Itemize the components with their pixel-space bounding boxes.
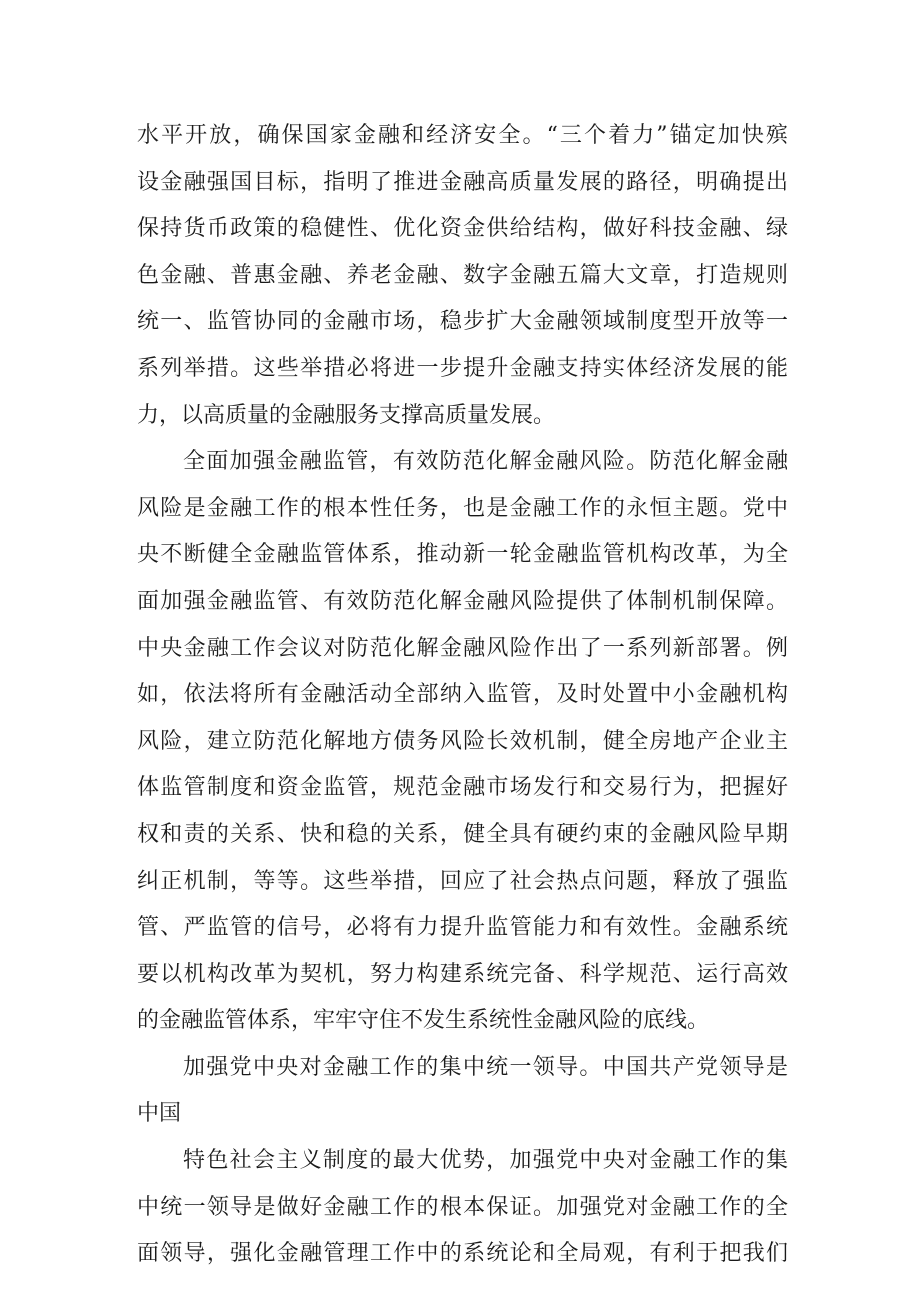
paragraph-line: 系列举措。这些举措必将进一步提升金融支持实体经济发展的能	[137, 355, 788, 381]
paragraph-line: 色金融、普惠金融、养老金融、数字金融五篇大文章，打造规则	[137, 262, 788, 288]
paragraph-line: 面加强金融监管、有效防范化解金融风险提供了体制机制保障。	[137, 588, 788, 614]
paragraph-line: 全面加强金融监管，有效防范化解金融风险。防范化解金融	[183, 449, 788, 475]
paragraph-line: 中国	[137, 1101, 182, 1127]
paragraph-line: 如，依法将所有金融活动全部纳入监管，及时处置中小金融机构	[137, 682, 788, 708]
paragraph-line: 风险是金融工作的根本性任务，也是金融工作的永恒主题。党中	[137, 495, 788, 521]
paragraph-line: 特色社会主义制度的最大优势，加强党中央对金融工作的集	[183, 1148, 788, 1174]
paragraph-line: 央不断健全金融监管体系，推动新一轮金融监管机构改革，为全	[137, 542, 788, 568]
paragraph-line: 水平开放，确保国家金融和经济安全。“三个着力”锚定加快殡	[137, 123, 788, 148]
paragraph-line: 中统一领导是做好金融工作的根本保证。加强党对金融工作的全	[137, 1194, 788, 1220]
paragraph-line: 设金融强国目标，指明了推进金融高质量发展的路径，明确提出	[137, 169, 788, 195]
paragraph-line: 加强党中央对金融工作的集中统一领导。中国共产党领导是	[183, 1054, 788, 1080]
paragraph-line: 体监管制度和资金监管，规范金融市场发行和交易行为，把握好	[137, 775, 788, 801]
paragraph-line: 统一、监管协同的金融市场，稳步扩大金融领域制度型开放等一	[137, 309, 788, 335]
paragraph-line: 管、严监管的信号，必将有力提升监管能力和有效性。金融系统	[137, 915, 788, 941]
paragraph-line: 要以机构改革为契机，努力构建系统完备、科学规范、运行高效	[137, 961, 788, 987]
paragraph-line: 力，以高质量的金融服务支撑高质量发展。	[137, 402, 556, 428]
paragraph-line: 中央金融工作会议对防范化解金融风险作出了一系列新部署。例	[137, 635, 788, 661]
paragraph-line: 的金融监管体系，牢牢守住不发生系统性金融风险的底线。	[137, 1008, 710, 1034]
paragraph-line: 权和责的关系、快和稳的关系，健全具有硬约束的金融风险早期	[137, 821, 788, 847]
document-body	[137, 113, 788, 1278]
paragraph-line: 面领导，强化金融管理工作中的系统论和全局观，有利于把我们	[137, 1241, 788, 1267]
paragraph-line: 风险，建立防范化解地方债务风险长效机制，健全房地产企业主	[137, 728, 788, 754]
paragraph-line: 保持货币政策的稳健性、优化资金供给结构，做好科技金融、绿	[137, 216, 788, 242]
paragraph-line: 纠正机制，等等。这些举措，回应了社会热点问题，释放了强监	[137, 868, 788, 894]
